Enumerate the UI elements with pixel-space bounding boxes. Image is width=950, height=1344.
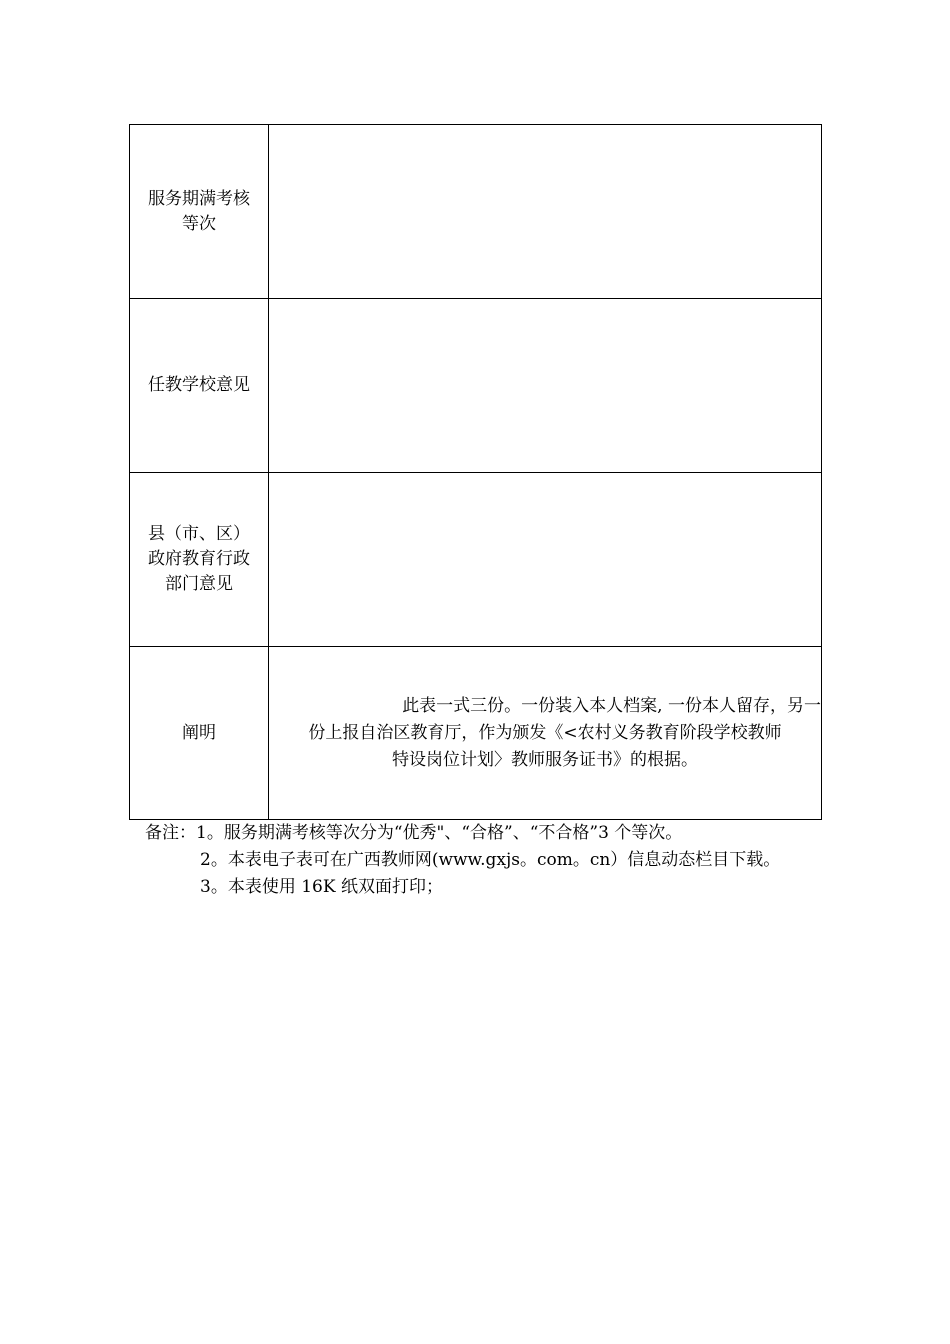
remark-line-2: 2。本表电子表可在广西教师网(www.gxjs。com。cn）信息动态栏目下载。 xyxy=(200,850,781,870)
school-opinion-field[interactable] xyxy=(269,299,822,473)
explanation-label xyxy=(130,647,269,820)
explanation-line: 此表一式三份。一份装入本人档案, 一份本人留存，另一 xyxy=(402,695,821,716)
remark-line-1: 备注：1。服务期满考核等次分为“优秀"、“合格”、“不合格”3 个等次。 xyxy=(145,823,683,843)
table-row xyxy=(130,473,822,647)
school-opinion-label xyxy=(130,299,269,473)
county-education-opinion-field[interactable] xyxy=(269,473,822,647)
service-form-table xyxy=(129,124,822,820)
label-line: 任教学校意见 xyxy=(148,375,250,395)
label-line: 服务期满考核 xyxy=(148,188,250,209)
label-line: 政府教育行政 xyxy=(148,549,250,569)
table-row xyxy=(130,125,822,299)
label-line: 县（市、区） xyxy=(148,524,250,544)
label-line: 部门意见 xyxy=(165,574,233,594)
table-row xyxy=(130,299,822,473)
assessment-grade-field[interactable] xyxy=(269,125,822,299)
assessment-grade-label xyxy=(130,125,269,299)
label-line: 阐明 xyxy=(182,722,216,743)
table-row xyxy=(130,647,822,820)
explanation-text xyxy=(269,647,822,820)
explanation-line: 份上报自治区教育厅，作为颁发《<农村义务教育阶段学校教师 xyxy=(308,722,782,743)
label-line: 等次 xyxy=(182,213,216,234)
county-education-opinion-label xyxy=(130,473,269,647)
remark-line-3: 3。本表使用 16K 纸双面打印； xyxy=(200,877,443,897)
explanation-line: 特设岗位计划〉教师服务证书》的根据。 xyxy=(392,749,698,770)
remarks xyxy=(145,820,780,901)
